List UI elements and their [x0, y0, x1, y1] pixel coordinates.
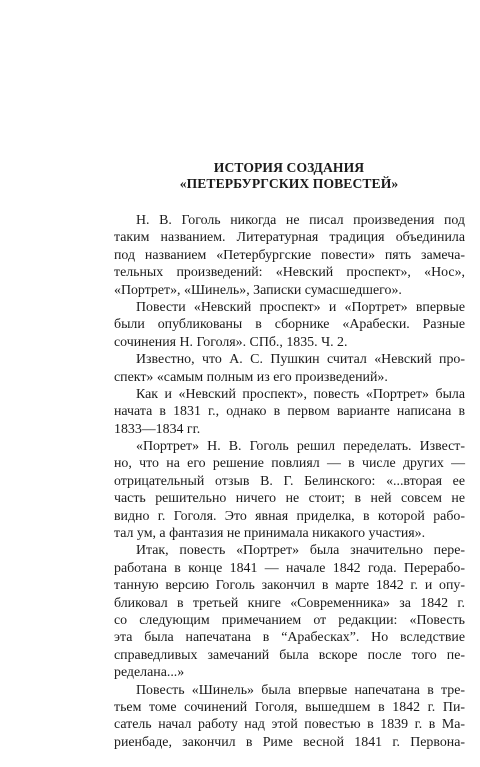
text-line: часть решительно ничего не стоит; в ней совсем не — [114, 491, 465, 507]
chapter-heading-line-2: «ПЕТЕРБУРГСКИХ ПОВЕСТЕЙ» — [179, 176, 399, 191]
paragraph — [114, 542, 465, 681]
body-text — [114, 212, 465, 751]
text-line: отрицательный отзыв В. Г. Белинского: «...вторая ее — [114, 473, 465, 489]
text-line: но, что на его решение повлиял — в числе других — — [114, 456, 465, 472]
paragraph — [114, 351, 465, 386]
text-line: Итак, повесть «Портрет» была значительно пере- — [136, 543, 465, 559]
text-line: сочинения Н. Гоголя». СПб., 1835. Ч. 2. — [114, 334, 348, 350]
text-line: спект» «самым полным из его произведений». — [114, 369, 388, 385]
paragraph — [114, 212, 465, 299]
text-line: видно г. Гоголя. Это явная приделка, в которой рабо- — [114, 508, 465, 524]
text-line: Повесть «Шинель» была впервые напечатана в тре- — [136, 682, 465, 698]
text-line: Н. В. Гоголь никогда не писал произведения под — [136, 213, 465, 228]
text-line: ределана...» — [114, 665, 185, 681]
text-line: 1833—1834 гг. — [114, 421, 201, 437]
text-line: со следующим примечанием от редакции: «Повесть — [114, 612, 465, 628]
text-line: тал ум, а фантазия не принимала никакого участия». — [114, 526, 426, 542]
text-line: «Портрет», «Шинель», Записки сумасшедшего». — [114, 282, 402, 298]
text-line: были опубликованы в сборнике «Арабески. Разные — [114, 317, 465, 333]
paragraph — [114, 299, 465, 351]
text-line: «Портрет» Н. В. Гоголь решил переделать. Извест- — [136, 439, 465, 455]
paragraph — [114, 438, 465, 542]
text-line: бликовал в третьей книге «Современника» за 1842 г. — [114, 595, 465, 611]
text-line: сатель начал работу над этой повестью в 1839 г. в Ма- — [114, 717, 465, 733]
text-line: начата в 1831 г., однако в первом варианте написана в — [114, 404, 465, 420]
text-line: Повести «Невский проспект» и «Портрет» впервые — [136, 299, 465, 315]
text-line: таким названием. Литературная традиция объединила — [114, 230, 465, 246]
chapter-heading — [114, 160, 464, 192]
text-line: тьем томе сочинений Гоголя, вышедшем в 1842 г. Пи- — [114, 699, 465, 715]
text-line: Как и «Невский проспект», повесть «Портрет» была — [136, 386, 465, 402]
text-line: эта была напечатана в “Арабесках”. Но вследствие — [114, 630, 465, 646]
text-line: танную версию Гоголь закончил в марте 1842 г. и опу- — [114, 578, 465, 594]
paragraph — [114, 386, 465, 438]
text-line: работана в конце 1841 — начале 1842 года. Перерабо- — [114, 560, 465, 576]
text-line: под названием «Петербургские повести» пять замеча- — [114, 247, 465, 263]
paragraph — [114, 682, 465, 752]
text-line: справедливых замечаний была вскоре после того пе- — [114, 647, 465, 663]
chapter-heading-line-1: ИСТОРИЯ СОЗДАНИЯ — [213, 160, 365, 175]
text-line: Известно, что А. С. Пушкин считал «Невский про- — [136, 352, 465, 368]
text-line: тельных произведений: «Невский проспект», «Нос», — [114, 265, 465, 281]
text-line: риенбаде, закончил в Риме весной 1841 г. Первона- — [114, 734, 465, 750]
